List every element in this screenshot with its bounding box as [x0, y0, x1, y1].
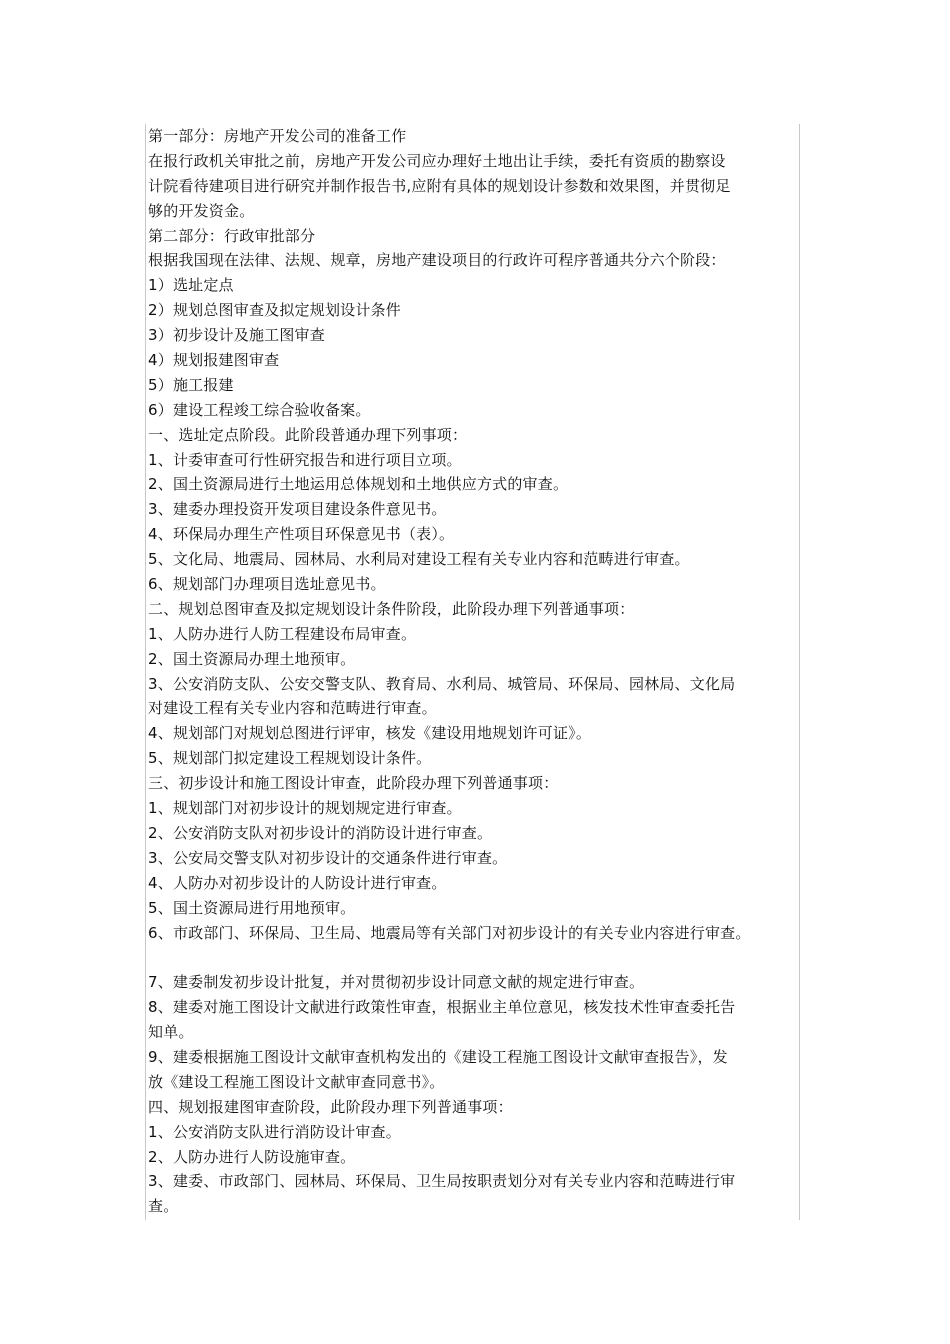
text-line: 2、国土资源局办理土地预审。 — [148, 649, 356, 668]
text-line: 3）初步设计及施工图审查 — [148, 326, 325, 345]
text-line: 二、规划总图审查及拟定规划设计条件阶段，此阶段办理下列普通事项： — [148, 599, 635, 618]
text-line: 放《建设工程施工图设计文献审查同意书》。 — [148, 1072, 445, 1091]
text-line: 8、建委对施工图设计文献进行政策性审查，根据业主单位意见，核发技术性审查委托告 — [148, 998, 736, 1017]
text-line: 查。 — [148, 1197, 179, 1216]
text-line: 4、环保局办理生产性项目环保意见书（表）。 — [148, 525, 455, 544]
text-line: 2、人防办进行人防设施审查。 — [148, 1147, 356, 1166]
text-line: 5、规划部门拟定建设工程规划设计条件。 — [148, 749, 432, 768]
text-line: 第一部分：房地产开发公司的准备工作 — [148, 127, 407, 145]
text-line: 5、文化局、地震局、园林局、水利局对建设工程有关专业内容和范畴进行审查。 — [148, 550, 690, 569]
text-line: 5、国土资源局进行用地预审。 — [148, 898, 356, 917]
text-line: 6、规划部门办理项目选址意见书。 — [148, 575, 386, 594]
text-line: 3、公安局交警支队对初步设计的交通条件进行审查。 — [148, 848, 508, 867]
text-line: 1、计委审查可行性研究报告和进行项目立项。 — [148, 450, 462, 469]
text-line: 5）施工报建 — [148, 375, 234, 394]
text-line: 7、建委制发初步设计批复，并对贯彻初步设计同意文献的规定进行审查。 — [148, 973, 645, 992]
text-line: 9、建委根据施工图设计文献审查机构发出的《建设工程施工图设计文献审查报告》，发 — [148, 1047, 728, 1066]
text-line: 1、人防办进行人防工程建设布局审查。 — [148, 624, 417, 643]
text-line: 知单。 — [148, 1023, 194, 1042]
text-line: 2、公安消防支队对初步设计的消防设计进行审查。 — [148, 823, 493, 842]
text-line: 3、建委、市政部门、园林局、环保局、卫生局按职责划分对有关专业内容和范畴进行审 — [148, 1172, 736, 1191]
text-line: 1、公安消防支队进行消防设计审查。 — [148, 1122, 401, 1141]
document-body — [148, 124, 808, 1219]
text-line: 对建设工程有关专业内容和范畴进行审查。 — [148, 699, 437, 718]
text-line: 计院看待建项目进行研究并制作报告书,应附有具体的规划设计参数和效果图，并贯彻足 — [148, 176, 731, 195]
text-line: 三、初步设计和施工图设计审查，此阶段办理下列普通事项： — [148, 774, 559, 793]
text-line: 第二部分：行政审批部分 — [148, 226, 316, 245]
text-line: 够的开发资金。 — [148, 201, 255, 220]
blank-line — [148, 945, 808, 970]
text-line: 6、市政部门、环保局、卫生局、地震局等有关部门对初步设计的有关专业内容进行审查。 — [148, 923, 751, 942]
text-line: 4、人防办对初步设计的人防设计进行审查。 — [148, 873, 447, 892]
text-line: 一、选址定点阶段。此阶段普通办理下列事项： — [148, 425, 468, 444]
text-line: 4、规划部门对规划总图进行评审，核发《建设用地规划许可证》。 — [148, 724, 592, 743]
text-line: 根据我国现在法律、法规、规章，房地产建设项目的行政许可程序普通共分六个阶段： — [148, 251, 726, 270]
text-line: 4）规划报建图审查 — [148, 351, 280, 370]
text-line: 6）建设工程竣工综合验收备案。 — [148, 400, 371, 419]
text-line: 3、建委办理投资开发项目建设条件意见书。 — [148, 500, 447, 519]
text-line: 四、规划报建图审查阶段，此阶段办理下列普通事项： — [148, 1097, 513, 1116]
text-line: 2、国土资源局进行土地运用总体规划和土地供应方式的审查。 — [148, 475, 569, 494]
text-line: 2）规划总图审查及拟定规划设计条件 — [148, 301, 401, 320]
text-line: 在报行政机关审批之前，房地产开发公司应办理好土地出让手续，委托有资质的勘察设 — [148, 151, 726, 170]
text-line: 1）选址定点 — [148, 276, 234, 295]
text-line: 1、规划部门对初步设计的规划规定进行审查。 — [148, 799, 462, 818]
text-line: 3、公安消防支队、公安交警支队、教育局、水利局、城管局、环保局、园林局、文化局 — [148, 674, 736, 693]
